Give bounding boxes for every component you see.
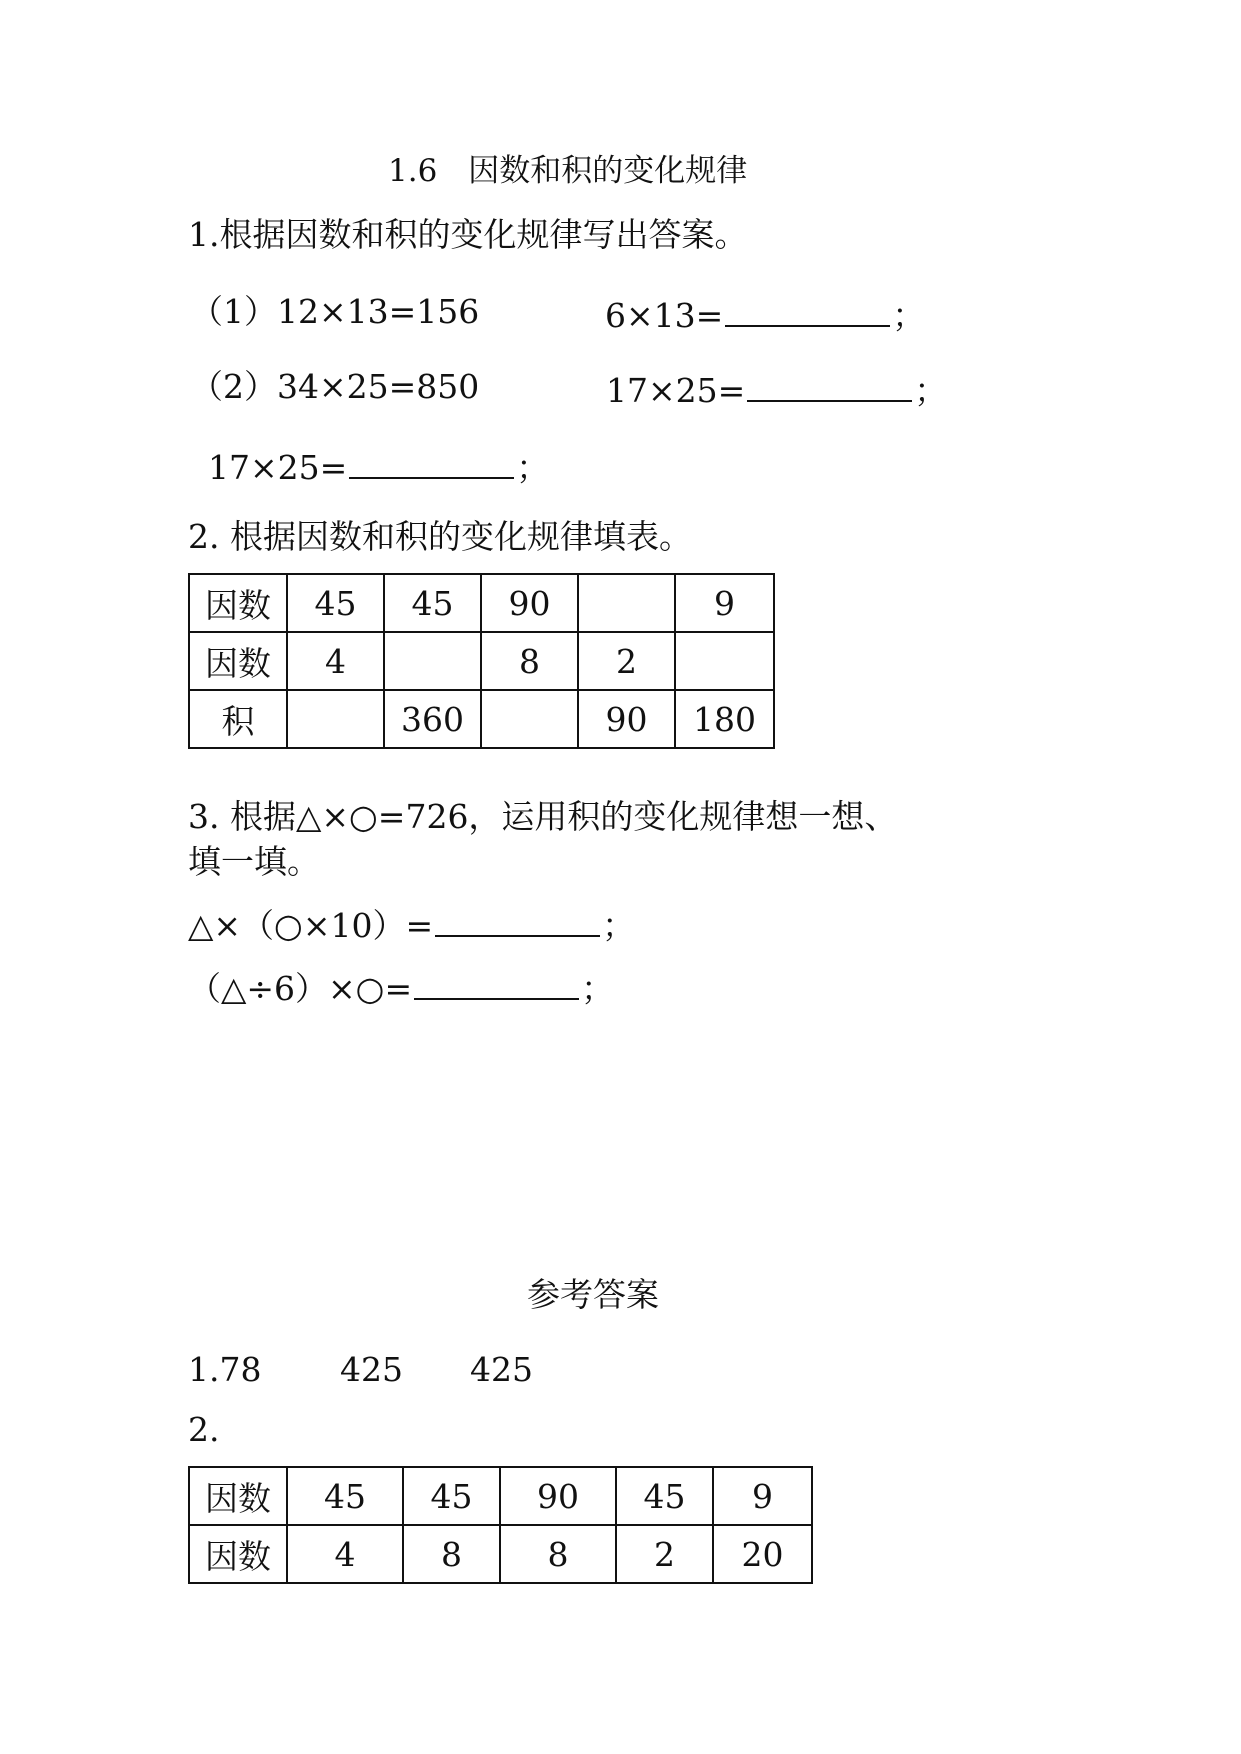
q1-row1-given: （1）12×13=156 [190, 292, 480, 331]
table-cell: 4 [287, 1525, 403, 1583]
q3-line2-expression: （△÷6）×○= [188, 969, 413, 1008]
table-row [189, 574, 774, 632]
q1-row1-expression: 6×13= [605, 296, 724, 335]
answer-table [188, 1466, 813, 1584]
answer1-value-3: 425 [470, 1350, 533, 1389]
q1-row1-ask [605, 295, 926, 335]
table-cell: 2 [616, 1525, 713, 1583]
q1-row2-ask [606, 370, 948, 410]
table-cell: 4 [287, 632, 384, 690]
q1-row2-answer-blank[interactable] [747, 370, 912, 402]
q1-row2-given: （2）34×25=850 [190, 367, 480, 406]
table-cell: 8 [403, 1525, 500, 1583]
answer2-label: 2. [188, 1410, 220, 1449]
table-cell: 因数 [189, 574, 287, 632]
q3-line1-expression: △×（○×10）= [188, 906, 434, 945]
table-cell: 45 [287, 574, 384, 632]
q1-row3-expression: 17×25= [208, 448, 348, 487]
table-cell: 45 [403, 1467, 500, 1525]
table-row [189, 690, 774, 748]
table-cell: 90 [481, 574, 578, 632]
answers-heading: 参考答案 [527, 1275, 659, 1314]
table-cell: 90 [578, 690, 675, 748]
q1-row1-answer-blank[interactable] [725, 295, 890, 327]
q1-row2-expression: 17×25= [606, 371, 746, 410]
table-row [189, 1467, 812, 1525]
table-cell: 45 [287, 1467, 403, 1525]
q1-row3-answer-blank[interactable] [349, 447, 514, 479]
answer1-label: 1.78 [188, 1350, 262, 1389]
q3-heading-line1: 3. 根据△×○=726，运用积的变化规律想一想、 [188, 797, 898, 836]
table-row [189, 632, 774, 690]
q1-row3-semicolon: ； [516, 448, 550, 487]
table-cell: 360 [384, 690, 481, 748]
table-cell: 积 [189, 690, 287, 748]
table-cell-blank[interactable] [384, 632, 481, 690]
q3-line1-semicolon: ； [602, 906, 636, 945]
page-title: 1.6 因数和积的变化规律 [388, 153, 748, 189]
q3-line1-answer-blank[interactable] [435, 905, 600, 937]
q3-line2-answer-blank[interactable] [414, 968, 579, 1000]
q3-line2 [188, 968, 615, 1008]
table-row [189, 1525, 812, 1583]
q2-fill-table [188, 573, 775, 749]
table-cell-blank[interactable] [481, 690, 578, 748]
table-cell: 45 [384, 574, 481, 632]
table-cell: 因数 [189, 1525, 287, 1583]
table-cell: 因数 [189, 1467, 287, 1525]
q2-heading: 2. 根据因数和积的变化规律填表。 [188, 517, 692, 556]
answer1-value-2: 425 [340, 1350, 403, 1389]
table-cell: 因数 [189, 632, 287, 690]
table-cell: 9 [675, 574, 774, 632]
table-cell: 180 [675, 690, 774, 748]
table-cell: 20 [713, 1525, 812, 1583]
table-cell: 9 [713, 1467, 812, 1525]
q3-heading-line2: 填一填。 [188, 842, 320, 881]
table-cell: 8 [481, 632, 578, 690]
table-cell: 90 [500, 1467, 616, 1525]
q3-line1 [188, 905, 636, 945]
q3-line2-semicolon: ； [581, 969, 615, 1008]
table-cell: 2 [578, 632, 675, 690]
table-cell-blank[interactable] [578, 574, 675, 632]
q1-row1-semicolon: ； [892, 296, 926, 335]
q1-row2-semicolon: ； [914, 371, 948, 410]
table-cell-blank[interactable] [287, 690, 384, 748]
table-cell: 8 [500, 1525, 616, 1583]
q1-row3-ask [208, 447, 550, 487]
table-cell-blank[interactable] [675, 632, 774, 690]
table-cell: 45 [616, 1467, 713, 1525]
q1-heading: 1.根据因数和积的变化规律写出答案。 [188, 215, 748, 254]
